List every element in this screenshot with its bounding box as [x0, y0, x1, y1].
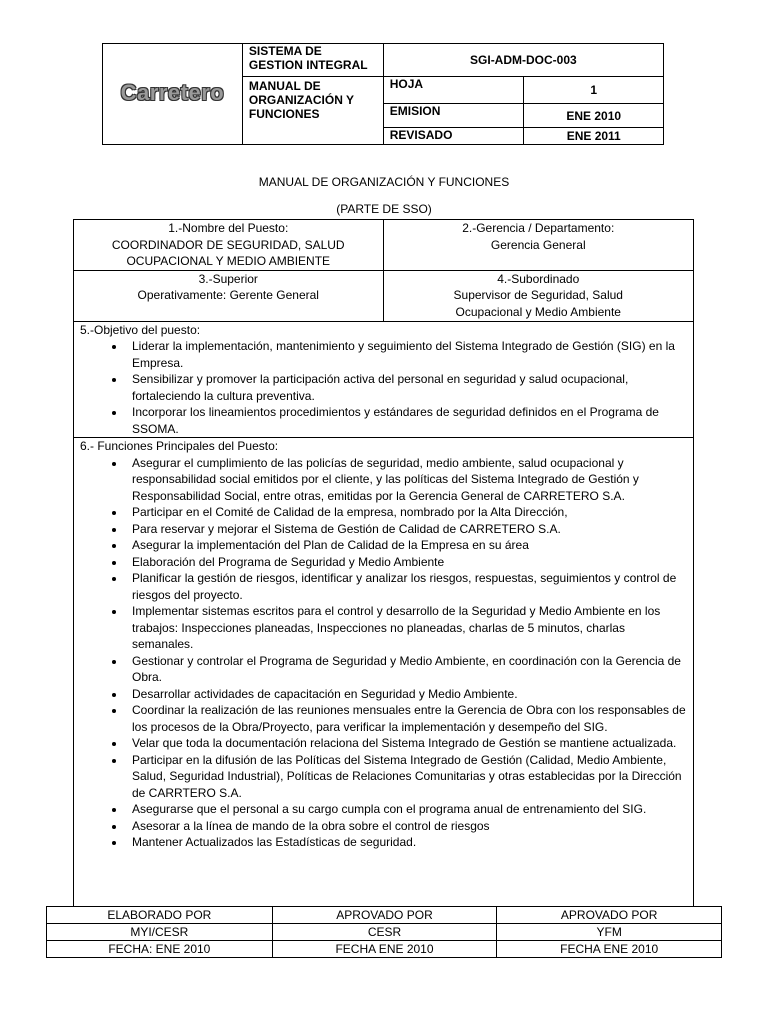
- objetivo-cell: [74, 321, 694, 438]
- gerencia-cell: [383, 220, 694, 271]
- job-description-table: [73, 219, 694, 907]
- elaborado-header: ELABORADO POR: [47, 907, 273, 924]
- list-item: • Asesorar a la línea de mando de la obra sobre el control de riesgos: [126, 818, 687, 835]
- hoja-label: HOJA: [383, 77, 524, 104]
- revisado-label: REVISADO: [383, 128, 524, 145]
- manual-name: MANUAL DE ORGANIZACIÓN Y FUNCIONES: [242, 77, 383, 145]
- list-item: • Participar en el Comité de Calidad de la empresa, nombrado por la Alta Dirección,: [126, 504, 687, 521]
- superior-cell: [74, 270, 384, 321]
- list-item: • Incorporar los lineamientos procedimientos y estándares de seguridad definidos en el Programa de SSOMA.: [126, 404, 687, 437]
- objetivo-title: 5.-Objetivo del puesto:: [80, 322, 201, 337]
- list-item: • Gestionar y controlar el Programa de Seguridad y Medio Ambiente, en coordinación con la Gerencia de Obra.: [126, 653, 687, 686]
- elaborado-date: FECHA: ENE 2010: [47, 941, 273, 958]
- list-item: • Coordinar la realización de las reuniones mensuales entre la Gerencia de Obra con los responsables de los procesos de la Obra/Proyecto, para verificar la implementación y desempeño del SIG.: [126, 702, 687, 735]
- list-item: • Planificar la gestión de riesgos, identificar y analizar los riesgos, respuestas, seguimientos y control de riesgos del proyecto.: [126, 570, 687, 603]
- document-code: SGI-ADM-DOC-003: [383, 44, 663, 77]
- superior-value: Operativamente: Gerente General: [137, 288, 319, 302]
- document-subtitle: (PARTE DE SSO): [336, 202, 432, 216]
- aprobado-date-1: FECHA ENE 2010: [272, 941, 497, 958]
- hoja-value: 1: [524, 77, 664, 104]
- funciones-title: 6.- Funciones Principales del Puesto:: [80, 439, 279, 453]
- aprobado-date-2: FECHA ENE 2010: [497, 941, 722, 958]
- aprobado-header-1: APROVADO POR: [272, 907, 497, 924]
- superior-label: 3.-Superior: [198, 271, 258, 286]
- puesto-cell: [74, 220, 384, 271]
- aprobado-header-2: APROVADO POR: [497, 907, 722, 924]
- document-title: MANUAL DE ORGANIZACIÓN Y FUNCIONES: [258, 175, 510, 189]
- emision-label: EMISION: [383, 104, 524, 128]
- logo-cell: [103, 44, 243, 145]
- list-item: • Mantener Actualizados las Estadísticas de seguridad.: [126, 834, 687, 851]
- subordinado-label: 4.-Subordinado: [497, 271, 580, 286]
- objetivo-list: [80, 338, 687, 437]
- aprobado-name-1: CESR: [272, 924, 497, 941]
- approval-footer-table: [46, 906, 722, 958]
- subordinado-line2: Ocupacional y Medio Ambiente: [455, 304, 621, 319]
- emision-value: ENE 2010: [524, 104, 664, 128]
- puesto-line2: OCUPACIONAL Y MEDIO AMBIENTE: [126, 254, 331, 268]
- aprobado-name-2: YFM: [497, 924, 722, 941]
- puesto-label: 1.-Nombre del Puesto:: [168, 221, 289, 235]
- funciones-cell: [74, 438, 694, 907]
- list-item: • Implementar sistemas escritos para el control y desarrollo de la Seguridad y Medio Ambiente en los trabajos: Inspecciones planeadas, Inspecciones no planeadas, charlas de 5 minutos, charlas semanales.: [126, 603, 687, 653]
- subordinado-line1: Supervisor de Seguridad, Salud: [453, 288, 623, 302]
- gerencia-value: Gerencia General: [490, 237, 586, 252]
- list-item: • Participar en la difusión de las Políticas del Sistema Integrado de Gestión (Calidad, Medio Ambiente, Salud, Seguridad Industrial), Políticas de Relaciones Comunitarias y otras establecidas por la Dirección de CARRTERO S.A.: [126, 752, 687, 802]
- puesto-line1: COORDINADOR DE SEGURIDAD, SALUD: [111, 237, 345, 252]
- list-item: • Para reservar y mejorar el Sistema de Gestión de Calidad de CARRETERO S.A.: [126, 521, 687, 538]
- company-logo: Carretero: [120, 79, 225, 105]
- list-item: • Elaboración del Programa de Seguridad y Medio Ambiente: [126, 554, 687, 571]
- funciones-list: [80, 455, 687, 851]
- document-header: [102, 43, 664, 145]
- gerencia-label: 2.-Gerencia / Departamento:: [462, 221, 615, 235]
- list-item: • Asegurarse que el personal a su cargo cumpla con el programa anual de entrenamiento del SIG.: [126, 801, 687, 818]
- system-name: SISTEMA DE GESTION INTEGRAL: [242, 44, 383, 77]
- list-item: • Velar que toda la documentación relaciona del Sistema Integrado de Gestión se mantiene actualizada.: [126, 735, 687, 752]
- list-item: • Asegurar el cumplimiento de las policías de seguridad, medio ambiente, salud ocupacional y responsabilidad social emitidos por el cliente, y las políticas del Sistema Integrado de Gestión y Responsabilidad Social, entre otras, emitidas por la Gerencia General de CARRETERO S.A.: [126, 455, 687, 505]
- subordinado-cell: [383, 270, 694, 321]
- list-item: • Asegurar la implementación del Plan de Calidad de la Empresa en su área: [126, 537, 687, 554]
- list-item: • Desarrollar actividades de capacitación en Seguridad y Medio Ambiente.: [126, 686, 687, 703]
- elaborado-name: MYI/CESR: [47, 924, 273, 941]
- list-item: • Sensibilizar y promover la participación activa del personal en seguridad y salud ocupacional, fortaleciendo la cultura preventiva.: [126, 371, 687, 404]
- revisado-value: ENE 2011: [524, 128, 664, 145]
- list-item: • Liderar la implementación, mantenimiento y seguimiento del Sistema Integrado de Gestión (SIG) en la Empresa.: [126, 338, 687, 371]
